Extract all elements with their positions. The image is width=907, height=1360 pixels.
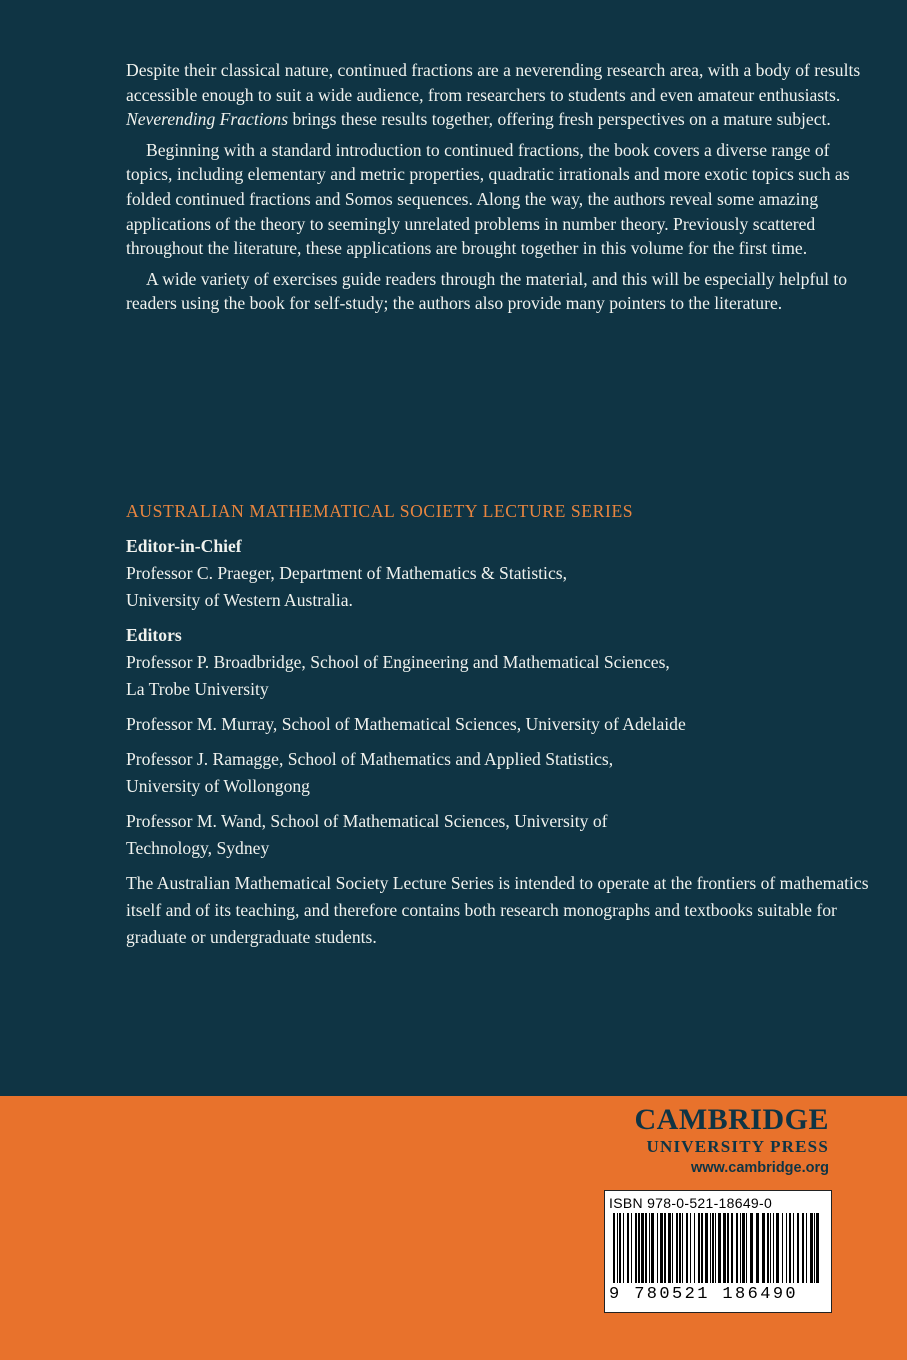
barcode-bar — [715, 1213, 716, 1283]
blurb-p1-end: brings these results together, offering fresh perspectives on a mature subject. — [288, 109, 831, 130]
barcode-bar — [672, 1213, 673, 1283]
barcode-bar — [756, 1213, 759, 1283]
barcode-bar — [762, 1213, 765, 1283]
barcode-bar — [627, 1213, 629, 1283]
editor-entry — [126, 808, 886, 862]
series-title: AUSTRALIAN MATHEMATICAL SOCIETY LECTURE SERIES — [126, 501, 634, 521]
editor-in-chief-line-2: University of Western Australia. — [126, 590, 353, 610]
barcode-bar — [731, 1213, 733, 1283]
editor-2-line-1: Professor M. Murray, School of Mathematical Sciences, University of Adelaide — [126, 714, 686, 734]
barcode-bar — [723, 1213, 726, 1283]
barcode-bar — [736, 1213, 738, 1283]
editor-in-chief-heading: Editor-in-Chief — [126, 536, 242, 556]
publisher-logo — [634, 1103, 829, 1179]
editor-entry — [126, 711, 886, 738]
blurb-paragraph-3: A wide variety of exercises guide readers through the material, and this will be especially helpful to readers using the book for self-study; the authors also provide many pointers to the literature. — [126, 268, 848, 314]
barcode-bar — [690, 1213, 691, 1283]
barcode-bar — [816, 1213, 819, 1283]
editor-3-line-1: Professor J. Ramagge, School of Mathematics and Applied Statistics, — [126, 749, 614, 769]
barcode-bar — [638, 1213, 640, 1283]
barcode-panel — [604, 1190, 832, 1313]
series-description: The Australian Mathematical Society Lecture Series is intended to operate at the frontiers of mathematics itself and of its teaching, and therefore contains both research monographs and textbooks suitable for graduate or undergraduate students. — [126, 873, 869, 947]
barcode-bar — [786, 1213, 787, 1283]
barcode-bar — [698, 1213, 700, 1283]
editor-entry — [126, 649, 886, 703]
barcode-bar — [797, 1213, 799, 1283]
barcode-bar — [789, 1213, 791, 1283]
book-blurb — [126, 58, 866, 322]
editor-4-line-1: Professor M. Wand, School of Mathematical Sciences, University of — [126, 811, 608, 831]
editorial-board — [126, 533, 886, 951]
blurb-p1-start: Despite their classical nature, continued fractions are a neverending research area, with a body of results accessible enough to suit a wide audience, from researchers to students and even amateur enthusiasts. — [126, 60, 861, 105]
barcode-bar — [767, 1213, 769, 1283]
barcode-bar — [668, 1213, 671, 1283]
barcode-bar — [718, 1213, 721, 1283]
publisher-name-line-1: CAMBRIDGE — [634, 1103, 829, 1136]
barcode-bar — [727, 1213, 729, 1283]
editor-1-line-2: La Trobe University — [126, 679, 269, 699]
barcode-bar — [814, 1213, 815, 1283]
barcode-bar — [631, 1213, 632, 1283]
blurb-paragraph-2: Beginning with a standard introduction to continued fractions, the book covers a diverse range of topics, including elementary and metric properties, quadratic irrationals and more exotic topics such as folded continued fractions and Somos sequences. Along the way, the authors reveal some amazing applications of the theory to seemingly unrelated problems in number theory. Previously scattered throughout the literature, these applications are brought together in this volume for the first time. — [126, 139, 850, 259]
editor-1-line-1: Professor P. Broadbridge, School of Engineering and Mathematical Sciences, — [126, 652, 670, 672]
barcode-bar — [617, 1213, 618, 1283]
barcode-bar — [635, 1213, 637, 1283]
isbn-label: ISBN 978-0-521-18649-0 — [609, 1195, 773, 1211]
barcode-bar — [710, 1213, 711, 1283]
barcode-bar — [740, 1213, 741, 1283]
editor-3-line-2: University of Wollongong — [126, 776, 310, 796]
barcode-bar — [810, 1213, 813, 1283]
editor-entry — [126, 746, 886, 800]
barcode-bar — [750, 1213, 753, 1283]
barcode-bar — [686, 1213, 688, 1283]
barcode-bar — [746, 1213, 747, 1283]
barcode-bar — [705, 1213, 708, 1283]
barcode-bar — [657, 1213, 658, 1283]
publisher-website: www.cambridge.org — [690, 1160, 829, 1176]
blurb-paragraph-1 — [126, 58, 866, 132]
editor-4-line-2: Technology, Sydney — [126, 838, 270, 858]
barcode-bar — [742, 1213, 745, 1283]
barcode-bar — [793, 1213, 794, 1283]
barcode-bar — [782, 1213, 783, 1283]
barcode-bar — [694, 1213, 695, 1283]
book-title-italic: Neverending Fractions — [126, 109, 289, 130]
barcode-bar — [660, 1213, 663, 1283]
publisher-name-line-2: UNIVERSITY PRESS — [646, 1137, 829, 1156]
barcode-bar — [649, 1213, 650, 1283]
barcode-bar — [619, 1213, 621, 1283]
barcode-bar — [623, 1213, 624, 1283]
barcode-bar — [645, 1213, 647, 1283]
barcode-bar — [712, 1213, 714, 1283]
barcode-bar — [701, 1213, 703, 1283]
barcode-bar — [613, 1213, 615, 1283]
editor-in-chief-entry — [126, 560, 886, 614]
barcode-bar — [802, 1213, 804, 1283]
barcode-bar — [651, 1213, 654, 1283]
barcode-bar — [776, 1213, 779, 1283]
barcode-bar — [664, 1213, 666, 1283]
barcode-bar — [770, 1213, 771, 1283]
barcode-bar — [641, 1213, 644, 1283]
barcode-bar — [806, 1213, 807, 1283]
barcode-bars-icon — [611, 1213, 825, 1287]
barcode-bar — [773, 1213, 774, 1283]
editors-heading: Editors — [126, 625, 182, 645]
barcode-bar — [682, 1213, 683, 1283]
editor-in-chief-line-1: Professor C. Praeger, Department of Mathematics & Statistics, — [126, 563, 567, 583]
ean-digits: 9 780521 186490 — [609, 1285, 799, 1304]
barcode-bar — [676, 1213, 678, 1283]
barcode-bar — [679, 1213, 681, 1283]
